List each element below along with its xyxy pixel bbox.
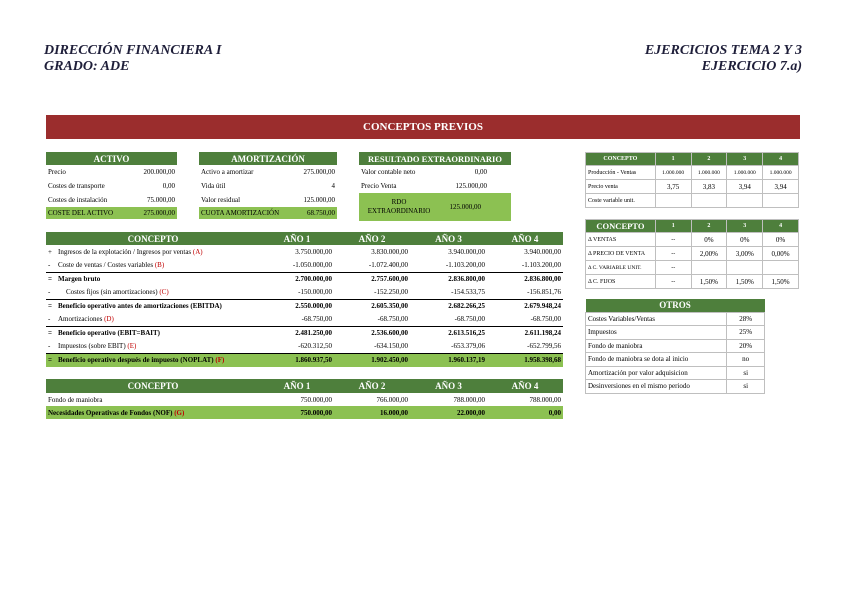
table-row <box>586 180 799 194</box>
table-cell: 2,00% <box>691 247 727 261</box>
table-cell: -156.851,76 <box>527 288 561 296</box>
table-cell: 3,83 <box>691 180 727 194</box>
table-row <box>586 353 765 367</box>
row-label: Coste de ventas / Costes variables <box>58 261 154 269</box>
table-cell: 3,00% <box>727 247 763 261</box>
row-label-cell <box>46 259 260 273</box>
exercise-number: EJERCICIO 7.a) <box>701 59 802 74</box>
table-cell: 3,94 <box>763 180 799 194</box>
resultado-label: Precio Venta <box>361 182 397 190</box>
table-cell: 0% <box>691 233 727 247</box>
row-label: Impuestos (sobre EBIT) <box>58 342 126 350</box>
table-row <box>46 406 563 419</box>
table-cell: -154.533,75 <box>451 288 485 296</box>
table-cell: -- <box>655 261 691 275</box>
table-cell: 20% <box>727 339 765 353</box>
table-row <box>586 275 799 289</box>
row-label: Δ VENTAS <box>586 233 656 247</box>
nof-table <box>46 379 563 419</box>
activo-value: 200.000,00 <box>143 168 175 176</box>
amortizacion-total-value: 68.750,00 <box>307 209 335 217</box>
column-header: CONCEPTO <box>586 220 656 233</box>
resultado-total-label <box>359 193 439 221</box>
table-cell: -620.312,50 <box>298 342 332 350</box>
table-row <box>586 233 799 247</box>
row-tag: (B) <box>154 261 165 269</box>
row-label: Ingresos de la explotación / Ingresos por ventas <box>58 247 192 256</box>
activo-total-value: 275.000,00 <box>143 209 175 217</box>
table-cell: 2.679.948,24 <box>487 299 563 313</box>
table-cell: 2.550.000,00 <box>260 299 334 313</box>
row-sign: - <box>48 261 51 269</box>
resultado-total-label-line2: EXTRAORDINARIO <box>367 207 431 215</box>
amortizacion-value: 275.000,00 <box>303 168 335 176</box>
row-label-cell <box>46 299 260 313</box>
row-tag: (E) <box>127 342 137 350</box>
resultado-extraordinario-table <box>359 152 511 221</box>
row-sign: = <box>48 356 52 364</box>
amortizacion-value: 4 <box>331 182 335 190</box>
table-row <box>586 339 765 353</box>
table-cell: 1.958.398,68 <box>487 353 563 367</box>
table-cell: -652.799,56 <box>527 342 561 350</box>
table-cell: -- <box>655 247 691 261</box>
table-cell: 0,00 <box>548 408 561 417</box>
row-label: Δ C. FIJOS <box>586 275 656 289</box>
table-cell: -- <box>655 275 691 289</box>
table-row <box>46 299 563 313</box>
amortizacion-label: Vida útil <box>201 182 226 190</box>
table-cell: 2.757.600,00 <box>334 272 410 286</box>
activo-table <box>46 152 177 219</box>
document-header-left <box>44 43 221 75</box>
table-cell: 22.000,00 <box>457 408 485 417</box>
table-cell: -634.150,00 <box>374 342 408 350</box>
otros-table <box>585 299 765 394</box>
table-row <box>46 245 563 259</box>
row-label: Margen bruto <box>58 275 101 283</box>
row-label-cell <box>46 272 260 286</box>
table-cell: 750.000,00 <box>300 395 332 404</box>
table-cell: -68.750,00 <box>454 315 485 323</box>
table-cell: 1.000.000 <box>691 166 727 180</box>
row-label: Coste variable unit. <box>586 194 656 208</box>
table-cell: 2.611.198,24 <box>487 326 563 340</box>
table-cell: -68.750,00 <box>377 315 408 323</box>
row-label: Precio venta <box>586 180 656 194</box>
row-sign: - <box>48 342 51 350</box>
row-label: Beneficio operativo después de impuesto (NOPLAT) <box>58 356 214 364</box>
row-sign: = <box>48 329 52 337</box>
otros-title: OTROS <box>586 299 765 312</box>
column-header: 2 <box>691 220 727 233</box>
table-cell: -- <box>655 233 691 247</box>
table-cell: 0% <box>727 233 763 247</box>
activo-title: ACTIVO <box>46 152 177 165</box>
table-row <box>46 340 563 354</box>
row-sign: + <box>48 247 52 256</box>
table-row <box>586 194 799 208</box>
table-cell: 2.836.800,00 <box>410 272 487 286</box>
table-cell <box>691 261 727 275</box>
column-header: 1 <box>655 153 691 166</box>
table-cell: 2.536.600,00 <box>334 326 410 340</box>
row-label: Δ PRECIO DE VENTA <box>586 247 656 261</box>
row-label: Beneficio operativo antes de amortizaciones (EBITDA) <box>58 302 222 310</box>
row-label: Fondo de maniobra <box>586 339 727 353</box>
row-sign: = <box>48 302 52 310</box>
table-cell: 2.605.350,00 <box>334 299 410 313</box>
table-cell: 2.613.516,25 <box>410 326 487 340</box>
row-label: Beneficio operativo (EBIT=BAIT) <box>58 329 160 337</box>
activo-label: Costes de transporte <box>48 182 105 190</box>
table-cell: 1,50% <box>691 275 727 289</box>
column-header: AÑO 1 <box>283 381 311 391</box>
table-cell <box>655 194 691 208</box>
column-header: CONCEPTO <box>586 153 656 166</box>
document-header-right <box>645 43 802 75</box>
resultado-value: 125.000,00 <box>455 182 487 190</box>
table-cell: -1.072.400,00 <box>368 261 408 269</box>
income-statement-body <box>46 245 563 367</box>
variations-table <box>585 219 799 289</box>
table-cell: 2.481.250,00 <box>260 326 334 340</box>
row-label-cell <box>46 340 260 354</box>
table-cell: 28% <box>727 312 765 326</box>
table-cell <box>763 194 799 208</box>
activo-label: Precio <box>48 168 66 176</box>
income-statement-table <box>46 232 563 367</box>
table-cell <box>727 194 763 208</box>
table-cell: 3.940.000,00 <box>448 247 485 256</box>
resultado-total-label-line1: RDO <box>391 198 407 206</box>
table-cell: -68.750,00 <box>301 315 332 323</box>
amortizacion-table <box>199 152 337 219</box>
row-label: Fondo de maniobra <box>48 395 103 404</box>
activo-value: 0,00 <box>162 182 175 190</box>
table-cell <box>727 261 763 275</box>
column-header: 3 <box>727 220 763 233</box>
amortizacion-total-label: CUOTA AMORTIZACIÓN <box>201 209 280 217</box>
section-banner: CONCEPTOS PREVIOS <box>46 115 800 139</box>
resultado-label: Valor contable neto <box>361 168 416 176</box>
table-cell: -1.050.000,00 <box>292 261 332 269</box>
table-cell: 750.000,00 <box>300 408 332 417</box>
table-row <box>46 353 563 367</box>
table-cell: si <box>727 366 765 380</box>
table-cell: 2.700.000,00 <box>260 272 334 286</box>
table-row <box>46 393 563 406</box>
column-header: 4 <box>763 220 799 233</box>
course-title: DIRECCIÓN FINANCIERA I <box>44 43 222 58</box>
table-cell: 3.830.000,00 <box>371 247 408 256</box>
degree-label: GRADO: ADE <box>44 59 130 74</box>
row-tag: (A) <box>192 247 203 256</box>
column-header: AÑO 3 <box>435 381 462 391</box>
table-cell: 1,50% <box>727 275 763 289</box>
table-cell: 3.940.000,00 <box>524 247 561 256</box>
row-label-cell <box>46 406 260 419</box>
table-cell: no <box>727 353 765 367</box>
resultado-value: 0,00 <box>474 168 487 176</box>
table-cell: 2.836.800,00 <box>487 272 563 286</box>
table-cell: -150.000,00 <box>298 288 332 296</box>
table-row <box>46 313 563 327</box>
table-row <box>586 247 799 261</box>
column-header: AÑO 1 <box>283 233 311 244</box>
table-cell: 1.902.450,00 <box>334 353 410 367</box>
table-row <box>46 286 563 300</box>
table-row <box>46 272 563 286</box>
row-label-cell <box>46 313 260 327</box>
table-cell: 16.000,00 <box>380 408 408 417</box>
amortizacion-label: Activo a amortizar <box>201 168 254 176</box>
row-tag: (F) <box>215 356 225 364</box>
row-tag: (G) <box>174 408 185 417</box>
row-label-cell <box>46 326 260 340</box>
row-label: Costes Variables/Ventas <box>586 312 727 326</box>
table-cell: 1,50% <box>763 275 799 289</box>
column-header: 1 <box>655 220 691 233</box>
row-label: Necesidades Operativas de Fondos (NOF) <box>48 408 173 417</box>
production-table <box>585 152 799 208</box>
row-label: Desinversiones en el mismo periodo <box>586 380 727 394</box>
row-sign: - <box>48 315 51 323</box>
table-cell: 25% <box>727 326 765 340</box>
column-header: AÑO 3 <box>435 233 462 244</box>
table-cell: 788.000,00 <box>529 395 561 404</box>
table-row <box>586 366 765 380</box>
table-row <box>586 380 765 394</box>
table-cell: -1.103.200,00 <box>445 261 485 269</box>
table-cell: -1.103.200,00 <box>521 261 561 269</box>
row-label-cell <box>46 353 260 367</box>
table-cell: si <box>727 380 765 394</box>
table-cell <box>763 261 799 275</box>
row-label: Fondo de maniobra se dota al inicio <box>586 353 727 367</box>
row-label-cell <box>46 245 260 259</box>
table-row <box>46 259 563 273</box>
table-row <box>586 312 765 326</box>
amortizacion-label: Valor residual <box>201 196 241 204</box>
column-header: 3 <box>727 153 763 166</box>
table-row <box>46 326 563 340</box>
table-cell: 1.000.000 <box>655 166 691 180</box>
activo-value: 75.000,00 <box>147 196 175 204</box>
table-row <box>586 326 765 340</box>
column-header: AÑO 2 <box>358 233 386 244</box>
amortizacion-title: AMORTIZACIÓN <box>199 152 337 165</box>
table-cell: 3,94 <box>727 180 763 194</box>
row-tag: (D) <box>104 315 114 323</box>
row-label: Impuestos <box>586 326 727 340</box>
table-cell: 0,00% <box>763 247 799 261</box>
row-sign: - <box>48 288 51 296</box>
table-cell: 3,75 <box>655 180 691 194</box>
row-label-cell <box>46 286 260 300</box>
resultado-title: RESULTADO EXTRAORDINARIO <box>359 152 511 165</box>
row-label: Producción - Ventas <box>586 166 656 180</box>
activo-total-label: COSTE DEL ACTIVO <box>48 209 114 217</box>
row-tag: (C) <box>159 288 169 296</box>
resultado-total-value: 125.000,00 <box>449 203 481 211</box>
row-label: Amortización por valor adquisicion <box>586 366 727 380</box>
amortizacion-value: 125.000,00 <box>303 196 335 204</box>
row-label: Amortizaciones <box>58 315 103 323</box>
column-header: 4 <box>763 153 799 166</box>
column-header: CONCEPTO <box>127 381 179 391</box>
table-row <box>586 166 799 180</box>
table-cell: 1.860.937,50 <box>260 353 334 367</box>
table-cell: 788.000,00 <box>453 395 485 404</box>
table-cell <box>691 194 727 208</box>
table-cell: -152.250,00 <box>374 288 408 296</box>
column-header: AÑO 4 <box>511 233 539 244</box>
table-cell: 0% <box>763 233 799 247</box>
row-sign: = <box>48 275 52 283</box>
exercise-set-title: EJERCICIOS TEMA 2 Y 3 <box>644 43 802 58</box>
column-header: AÑO 2 <box>358 381 386 391</box>
table-cell: -68.750,00 <box>530 315 561 323</box>
column-header: CONCEPTO <box>127 233 179 244</box>
table-cell: 2.682.266,25 <box>410 299 487 313</box>
column-header: AÑO 4 <box>511 381 539 391</box>
table-cell: -653.379,06 <box>451 342 485 350</box>
table-cell: 766.000,00 <box>376 395 408 404</box>
activo-label: Costes de instalación <box>48 196 108 204</box>
table-row <box>586 261 799 275</box>
table-cell: 1.000.000 <box>763 166 799 180</box>
column-header: 2 <box>691 153 727 166</box>
table-cell: 1.000.000 <box>727 166 763 180</box>
row-label: Costes fijos (sin amortizaciones) <box>66 288 158 296</box>
row-label: Δ C. VARIABLE UNIT. <box>586 261 656 275</box>
table-cell: 3.750.000,00 <box>295 247 332 256</box>
table-cell: 1.960.137,19 <box>410 353 487 367</box>
